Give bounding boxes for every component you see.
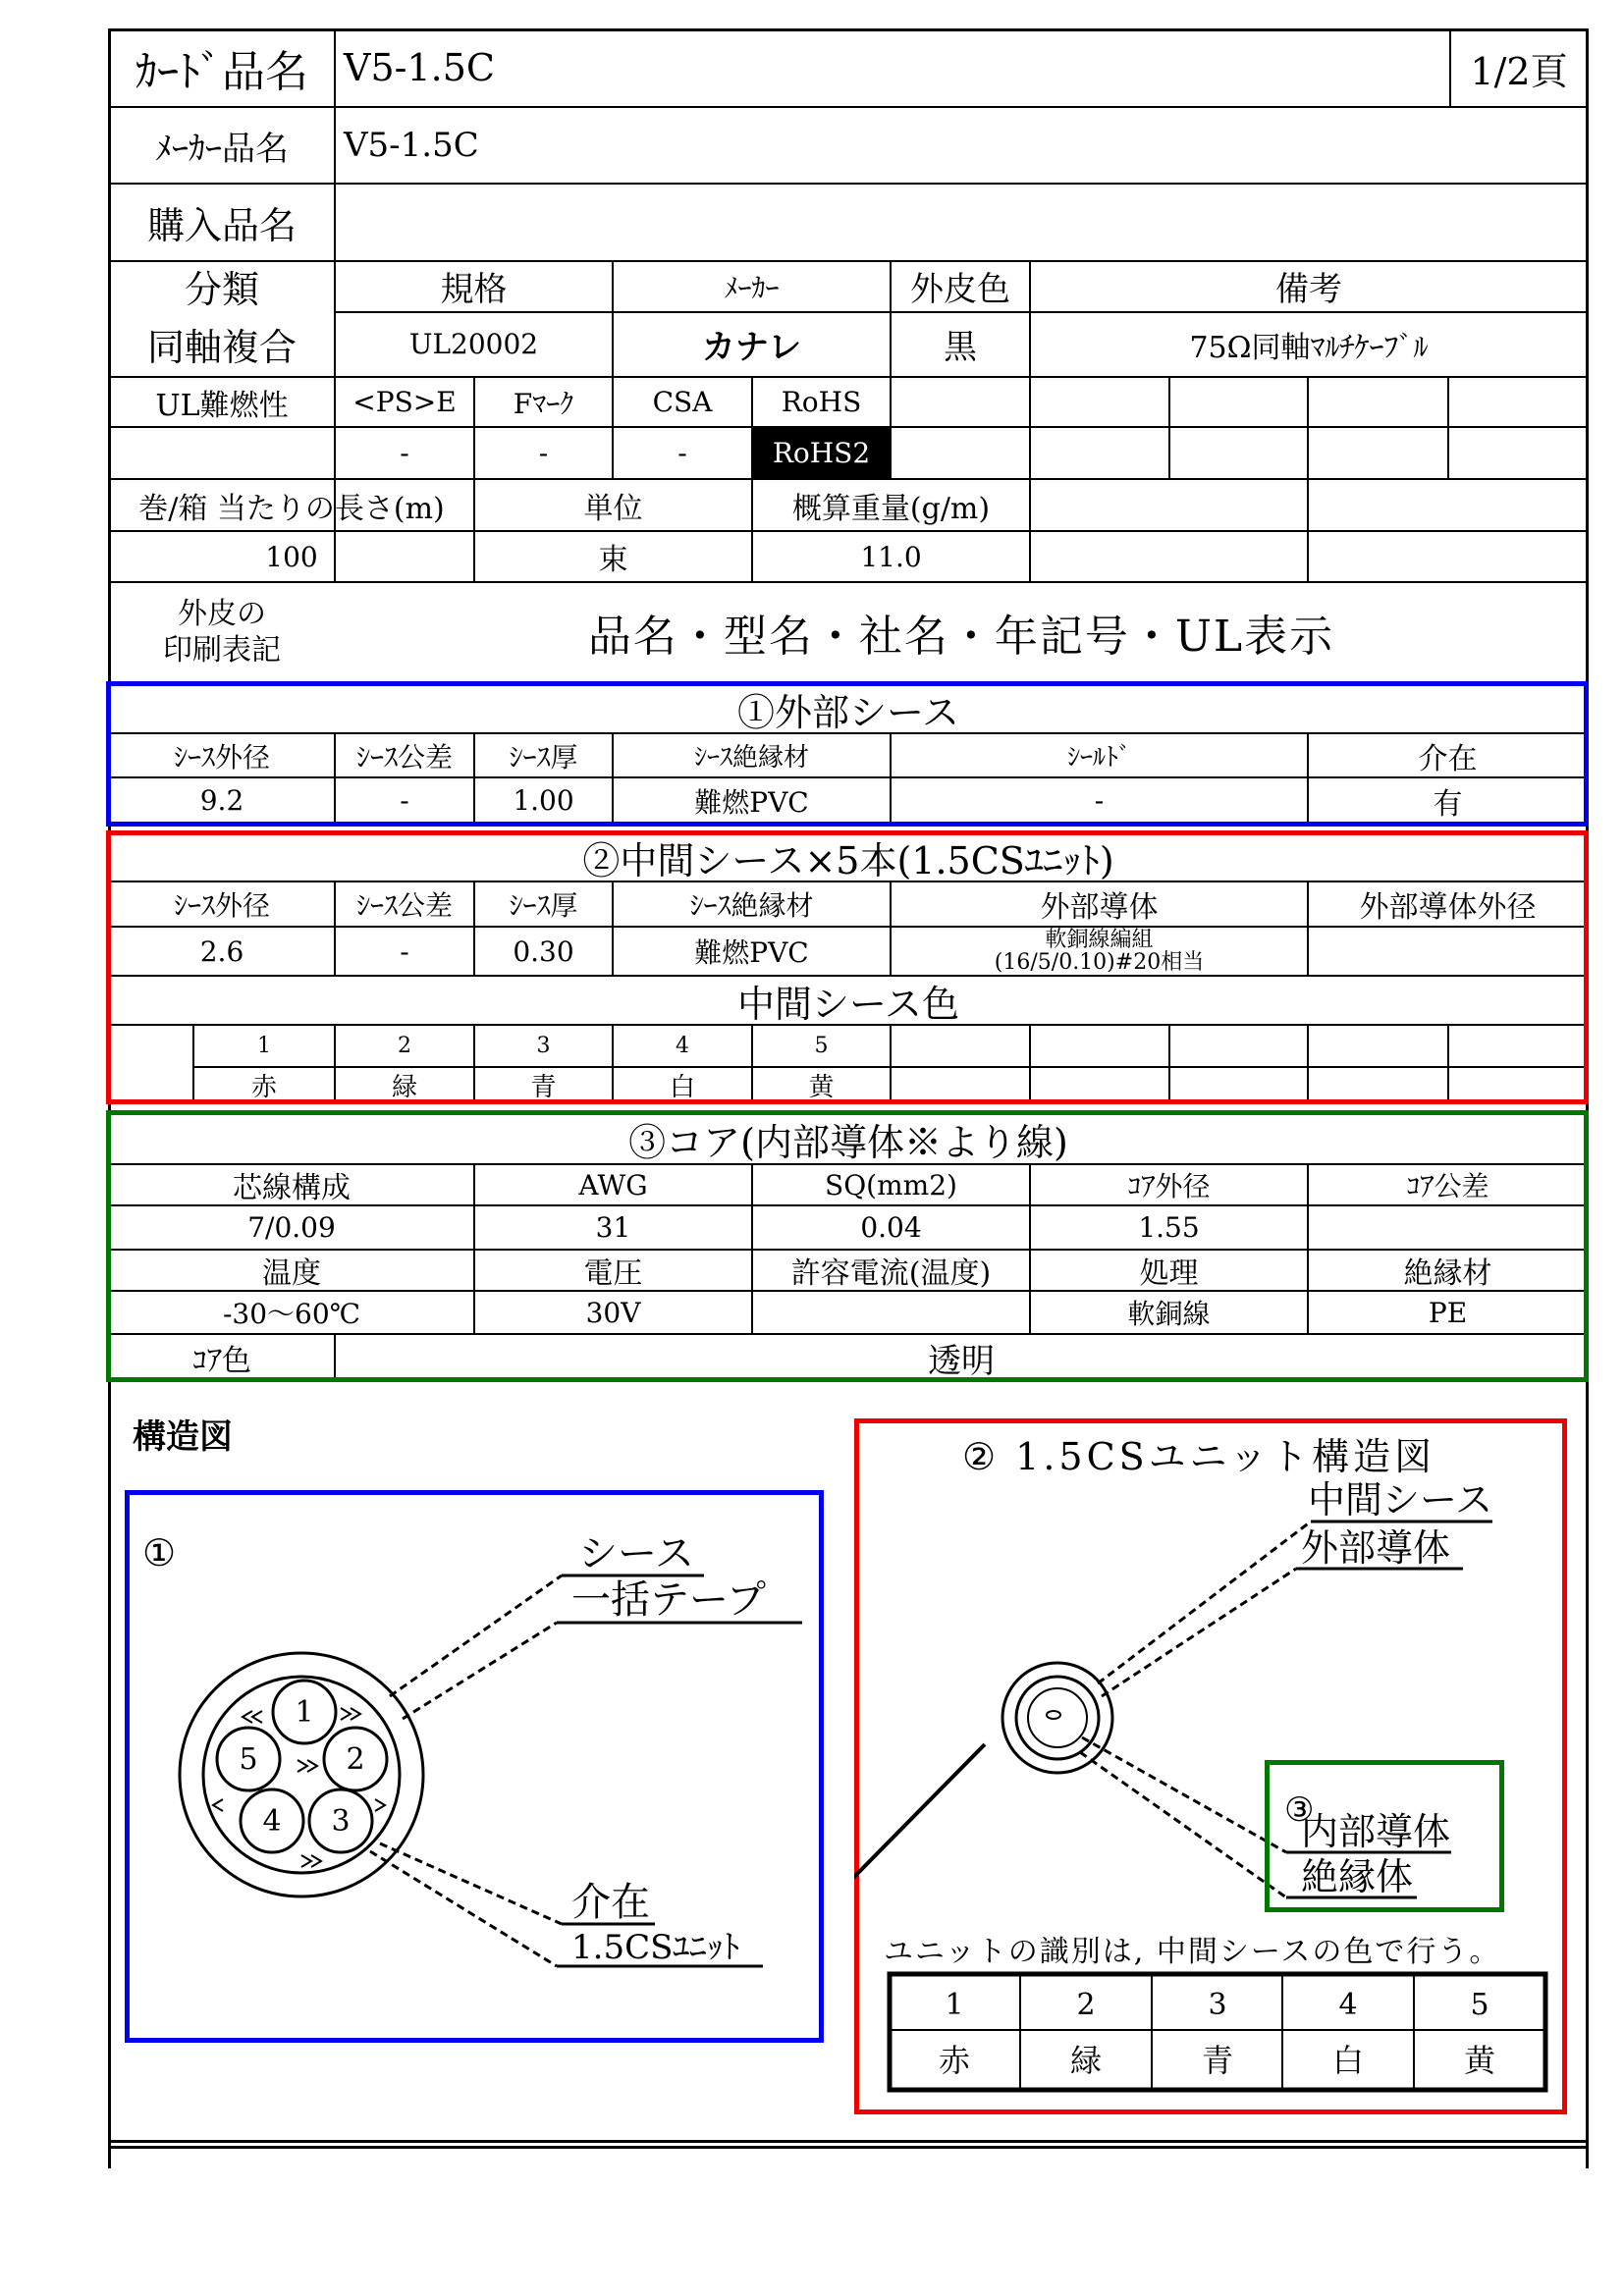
mid-sheath-thickness-header: ｼｰｽ厚 [509, 889, 578, 922]
outer-cable-cross-section-diagram [125, 1490, 824, 2043]
outer-conductor-od-header: 外部導体外径 [1359, 890, 1537, 925]
table-color: 白 [1331, 2042, 1365, 2079]
sheath-od-header: ｼｰｽ外径 [173, 740, 270, 774]
table-number: 1 [945, 1988, 964, 2022]
maker-header: ﾒｰｶｰ [724, 271, 780, 304]
voltage-value: 30V [585, 1296, 641, 1329]
color-number: 5 [814, 1034, 829, 1058]
color-name: 青 [530, 1073, 557, 1102]
card-name-value: V5-1.5C [344, 46, 495, 89]
filler-mark [301, 1855, 321, 1867]
standard-header: 規格 [440, 270, 508, 309]
voltage-header: 電圧 [583, 1256, 643, 1290]
core-od-header: ｺｱ外径 [1127, 1170, 1211, 1202]
rule [108, 2140, 1589, 2143]
table-number: 5 [1470, 1988, 1489, 2022]
table-color: 赤 [938, 2042, 971, 2079]
sheath-od-value: 9.2 [199, 784, 244, 817]
printing-label-line2: 印刷表記 [163, 633, 281, 667]
unit-header: 単位 [583, 491, 643, 526]
core-color-value: 透明 [928, 1341, 995, 1380]
treatment-value: 軟銅線 [1127, 1298, 1211, 1330]
mid-sheath-color-title: 中間シース色 [736, 982, 960, 1024]
table-number: 4 [1338, 1988, 1358, 2022]
panel3-marker: ③ [1284, 1790, 1315, 1830]
label-insulator: 絶縁体 [1301, 1855, 1414, 1898]
outer-sheath-highlight [106, 681, 1589, 827]
panel2-title: ② 1.5CSユニット構造図 [962, 1435, 1436, 1478]
leader-unit [370, 1851, 557, 1966]
leader-inner-conductor [1082, 1737, 1286, 1852]
filler-header: 介在 [1418, 741, 1478, 776]
table-number: 2 [1076, 1988, 1096, 2022]
core-od-value: 1.55 [1138, 1211, 1200, 1244]
structure-diagram-title: 構造図 [133, 1417, 233, 1457]
label-outer-conductor: 外部導体 [1301, 1526, 1451, 1570]
color-name: 緑 [391, 1073, 417, 1102]
core-highlight [106, 1110, 1589, 1382]
remarks-value: 75Ω同軸ﾏﾙﾁｹｰﾌﾞﾙ [1189, 330, 1429, 365]
core-tolerance-header: ｺｱ公差 [1406, 1170, 1489, 1202]
rule [108, 2146, 1589, 2149]
leader-outer-conductor [1102, 1569, 1296, 1696]
label-unit: 1.5CSﾕﾆｯﾄ [571, 1928, 740, 1967]
csa-value: - [677, 437, 687, 469]
leader-insulator [1080, 1752, 1286, 1897]
panel1-marker: ① [142, 1531, 177, 1575]
mid-sheath-od-header: ｼｰｽ外径 [173, 889, 270, 922]
length-per-reel-value: 100 [265, 540, 318, 573]
pse-value: - [400, 437, 409, 469]
awg-header: AWG [578, 1168, 648, 1201]
shield-value: - [1094, 784, 1105, 817]
sheath-material-value: 難燃PVC [694, 785, 809, 819]
mid-sheath-od-value: 2.6 [199, 934, 244, 968]
label-filler: 介在 [571, 1880, 650, 1925]
color-name: 赤 [250, 1073, 277, 1102]
strand-composition-value: 7/0.09 [247, 1211, 336, 1244]
purchase-name-label: 購入品名 [146, 204, 297, 247]
shield-header: ｼｰﾙﾄﾞ [1066, 743, 1131, 773]
classification-value: 同軸複合 [146, 326, 297, 369]
unit-number-1: 1 [295, 1695, 314, 1730]
sheath-thickness-header: ｼｰｽ厚 [509, 740, 578, 774]
mid-sheath-tolerance-header: ｼｰｽ公差 [355, 889, 453, 922]
table-color: 青 [1201, 2042, 1234, 2079]
filler-mark [298, 1760, 317, 1772]
sheath-tolerance-value: - [400, 784, 409, 817]
allowable-current-header: 許容電流(温度) [790, 1256, 992, 1290]
label-tape: 一括テープ [571, 1577, 766, 1623]
temperature-header: 温度 [262, 1256, 321, 1290]
label-mid-sheath: 中間シース [1308, 1478, 1493, 1522]
rohs-header: RoHS [781, 386, 862, 418]
unit-number-2: 2 [346, 1742, 365, 1777]
table-color: 黄 [1463, 2042, 1496, 2079]
jacket-color-value: 黒 [944, 328, 977, 367]
mid-sheath-highlight [106, 830, 1589, 1104]
classification-header: 分類 [184, 268, 259, 311]
outer-conductor-line2: (16/5/0.10)#20相当 [994, 950, 1205, 975]
page-number: 1/2頁 [1470, 49, 1568, 93]
outer-sheath-title: ①外部シース [736, 690, 960, 732]
color-number: 1 [257, 1034, 271, 1058]
strand-composition-header: 芯線構成 [233, 1171, 351, 1204]
filler-mark [213, 1799, 223, 1811]
identification-note: ユニットの識別は, 中間シースの色で行う。 [884, 1935, 1501, 1969]
printing-label-line1: 外皮の [178, 596, 266, 631]
mid-sheath-thickness-value: 0.30 [513, 934, 574, 968]
unit-number-3: 3 [331, 1804, 351, 1839]
insulation-material-value: PE [1428, 1296, 1468, 1329]
sq-value: 0.04 [860, 1211, 922, 1244]
color-number: 4 [676, 1034, 689, 1058]
panel-core-highlight [1265, 1760, 1504, 1912]
csa-header: CSA [652, 386, 713, 418]
color-name: 黄 [808, 1073, 835, 1102]
filler-mark [243, 1711, 262, 1723]
core-title: ③コア(内部導体※より線) [628, 1120, 1068, 1163]
sheath-tolerance-header: ｼｰｽ公差 [355, 740, 453, 774]
mid-sheath-material-header: ｼｰｽ絶縁材 [689, 889, 814, 922]
remarks-header: 備考 [1275, 270, 1342, 309]
length-per-reel-header: 巻/箱 当たりの長さ(m) [138, 491, 445, 526]
leader-mid-sheath [1098, 1522, 1311, 1683]
unit-number-5: 5 [239, 1742, 258, 1777]
unit-value: 束 [598, 543, 628, 577]
f-mark-header: Fﾏｰｸ [513, 387, 574, 420]
mid-sheath-tolerance-value: - [400, 934, 409, 968]
printing-label [110, 583, 334, 681]
jacket-color-header: 外皮色 [910, 270, 1010, 309]
mid-sheath-material-value: 難燃PVC [694, 936, 809, 969]
sq-header: SQ(mm2) [825, 1168, 957, 1201]
color-name: 白 [669, 1073, 695, 1102]
rule [1168, 376, 1170, 478]
sheath-material-header: ｼｰｽ絶縁材 [693, 743, 809, 773]
inner-conductor-dot [1047, 1711, 1060, 1719]
ul-flame-value [110, 428, 334, 478]
f-mark-value: - [538, 437, 549, 469]
weight-header: 概算重量(g/m) [791, 491, 991, 526]
outer-conductor-line1: 軟銅線編組 [1045, 928, 1154, 952]
core-color-label: ｺｱ色 [192, 1344, 251, 1378]
table-color: 緑 [1069, 2042, 1103, 2079]
filler-value: 有 [1433, 786, 1463, 822]
treatment-header: 処理 [1139, 1256, 1199, 1290]
arrow-to-unit [854, 1744, 985, 1947]
unit-number-4: 4 [262, 1804, 282, 1839]
maker-name-label: ﾒｰｶｰ品名 [155, 129, 289, 169]
awg-value: 31 [595, 1211, 631, 1244]
temperature-value: -30～60℃ [222, 1298, 361, 1330]
insulation-material-header: 絶縁材 [1403, 1256, 1492, 1290]
rule [1307, 376, 1309, 581]
mid-sheath-title: ②中間シース×5本(1.5CSﾕﾆｯﾄ) [582, 839, 1114, 881]
printing-value: 品名・型名・社名・年記号・UL表示 [587, 612, 1335, 662]
rohs2-badge: RoHS2 [752, 427, 891, 479]
outer-conductor-header: 外部導体 [1040, 890, 1159, 925]
card-name-label: ｶｰﾄﾞ品名 [135, 47, 308, 97]
weight-value: 11.0 [860, 540, 922, 573]
maker-value: カナレ [701, 328, 802, 367]
sheath-thickness-value: 1.00 [513, 784, 574, 817]
purchase-name-value [336, 185, 1587, 260]
ul-flame-header: UL難燃性 [155, 388, 289, 423]
rule [1447, 376, 1449, 478]
label-inner-conductor: 内部導体 [1301, 1810, 1451, 1853]
color-number: 3 [536, 1034, 551, 1058]
table-number: 3 [1208, 1988, 1227, 2022]
filler-mark [341, 1708, 360, 1720]
color-number: 2 [398, 1034, 411, 1058]
pse-header: <PS>E [352, 386, 457, 418]
filler-mark [375, 1799, 385, 1811]
label-sheath: シース [578, 1531, 694, 1576]
maker-name-value: V5-1.5C [344, 126, 479, 165]
standard-value: UL20002 [408, 328, 539, 360]
